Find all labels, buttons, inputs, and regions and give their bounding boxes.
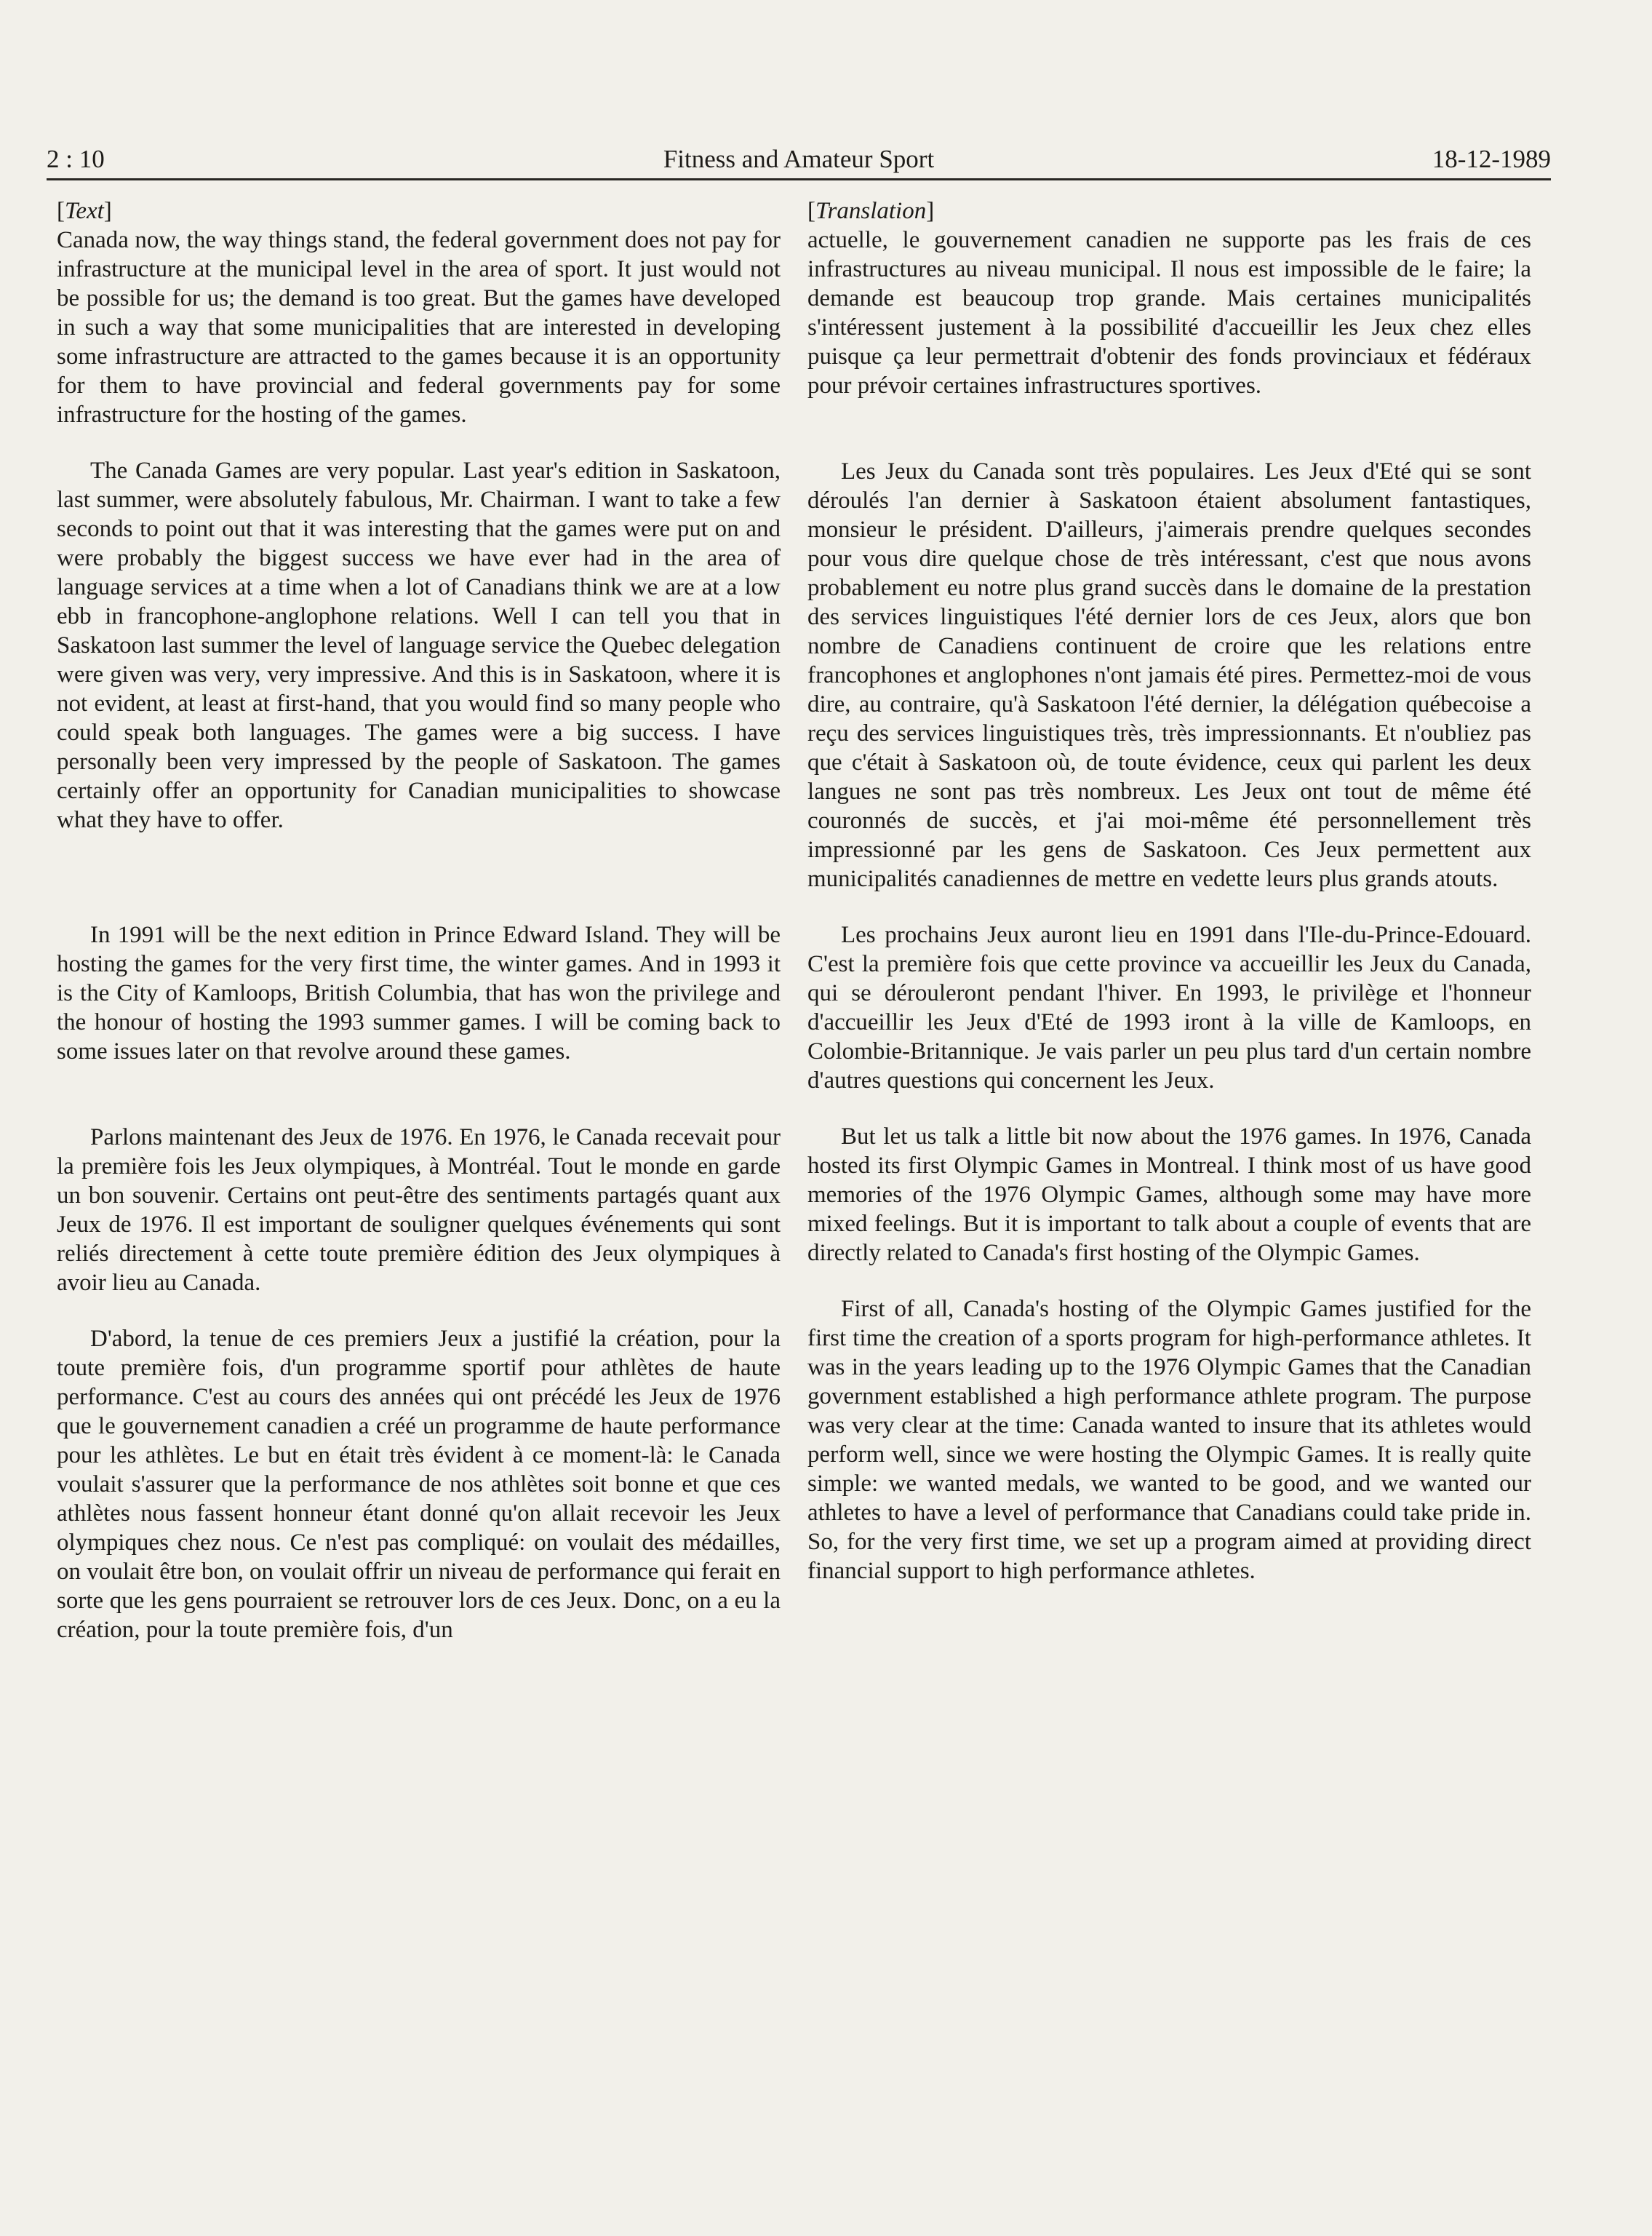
paragraph: First of all, Canada's hosting of the Olympic Games justified for the first time the creation of a sports program for high-performance athletes. It was in the years leading up to the 1976 Olympic Games that the Canadian government established a high performance athlete program. The purpose was very clear at the time: Canada wanted to insure that its athletes would perform well, since we were hosting the Olympic Games. It is really quite simple: we wanted medals, we wanted to be good, and we wanted our athletes to have a level of performance that Canadians could take pride in. So, for the very first time, we set up a program aimed at providing direct financial support to high performance athletes.: [807, 1296, 1531, 1584]
paragraph: But let us talk a little bit now about the 1976 games. In 1976, Canada hosted its first Olympic Games in Montreal. I think most of us have good memories of the 1976 Olympic Games, although some may have more mixed feelings. But it is important to talk about a couple of events that are directly related to Canada's first hosting of the Olympic Games.: [807, 1123, 1531, 1266]
paragraph: Canada now, the way things stand, the federal government does not pay for infrastructure at the municipal level in the area of sport. It just would not be possible for us; the demand is too great. But the games have developed in such a way that some municipalities that are interested in developing some infrastructure are attracted to the games because it is an opportunity for them to have provincial and federal governments pay for some infrastructure for the hosting of the games.: [57, 227, 781, 428]
left-column: [57, 191, 781, 1671]
translation-label: [Translation]: [807, 198, 935, 224]
text-label: [Text]: [57, 198, 112, 224]
paragraph: Les prochains Jeux auront lieu en 1991 dans l'Ile-du-Prince-Edouard. C'est la première fois que cette province va accueillir les Jeux du Canada, qui se dérouleront pendant l'hiver. En 1993, le privilège et l'honneur d'accueillir les Jeux d'Eté de 1993 iront à la ville de Kamloops, en Colombie-Britannique. Je vais parler un peu plus tard d'un certain nombre d'autres questions qui concernent les Jeux.: [807, 922, 1531, 1094]
page-title: Fitness and Amateur Sport: [663, 145, 935, 173]
paragraph: Parlons maintenant des Jeux de 1976. En 1976, le Canada recevait pour la première fois les Jeux olympiques, à Montréal. Tout le monde en garde un bon souvenir. Certains ont peut-être des sentiments partagés quant aux Jeux de 1976. Il est important de souligner quelques événements qui sont reliés directement à cette toute première édition des Jeux olympiques à avoir lieu au Canada.: [57, 1124, 781, 1296]
page-date: 18-12-1989: [1432, 145, 1551, 173]
paragraph: D'abord, la tenue de ces premiers Jeux a justifié la création, pour la toute première fois, d'un programme sportif pour athlètes de haute performance. C'est au cours des années qui ont précédé les Jeux de 1976 que le gouvernement canadien a créé un programme de haute performance pour les athlètes. Le but en était très évident à ce moment-là: le Canada voulait s'assurer que la performance de nos athlètes soit bonne et que ces athlètes nous fassent honneur étant donné qu'on allait recevoir les Jeux olympiques chez nous. Ce n'est pas compliqué: on voulait des médailles, on voulait être bon, on voulait offrir un niveau de performance qui ferait en sorte que les gens pourraient se retrouver lors de ces Jeux. Donc, on a eu la création, pour la toute première fois, d'un: [57, 1326, 781, 1643]
paragraph: actuelle, le gouvernement canadien ne supporte pas les frais de ces infrastructures au niveau municipal. Il nous est impossible de le faire; la demande est beaucoup trop grande. Mais certaines municipalités s'intéressent justement à la possibilité d'accueillir les Jeux chez elles puisque ça leur permettrait d'obtenir des fonds provinciaux et fédéraux pour prévoir certaines infrastructures sportives.: [807, 227, 1531, 399]
page-header: [47, 140, 1551, 180]
paragraph: In 1991 will be the next edition in Prince Edward Island. They will be hosting the games for the very first time, the winter games. And in 1993 it is the City of Kamloops, British Columbia, that has won the privilege and the honour of hosting the 1993 summer games. I will be coming back to some issues later on that revolve around these games.: [57, 922, 781, 1065]
right-column: [807, 191, 1531, 1612]
paragraph: The Canada Games are very popular. Last year's edition in Saskatoon, last summer, were absolutely fabulous, Mr. Chairman. I want to take a few seconds to point out that it was interesting that the games were put on and were probably the biggest success we have ever had in the area of language services at a time when a lot of Canadians think we are at a low ebb in francophone-anglophone relations. Well I can tell you that in Saskatoon last summer the level of language service the Quebec delegation were given was very, very impressive. And this is in Saskatoon, where it is not evident, at least at first-hand, that you would find so many people who could speak both languages. The games were a big success. I have personally been very impressed by the people of Saskatoon. The games certainly offer an opportunity for Canadian municipalities to showcase what they have to offer.: [57, 458, 781, 833]
page-number: 2 : 10: [47, 145, 105, 173]
paragraph: Les Jeux du Canada sont très populaires. Les Jeux d'Eté qui se sont déroulés l'an dernier à Saskatoon étaient absolument fantastiques, monsieur le président. D'ailleurs, j'aimerais prendre quelques secondes pour vous dire quelque chose de très intéressant, c'est que nous avons probablement eu notre plus grand succès dans le domaine de la prestation des services linguistiques l'été dernier lors de ces Jeux, alors que bon nombre de Canadiens continuent de croire que les relations entre francophones et anglophones n'ont jamais été pires. Permettez-moi de vous dire, au contraire, qu'à Saskatoon l'été dernier, la délégation québecoise a reçu des services linguistiques très, très impressionnants. Et n'oubliez pas que c'était à Saskatoon où, de toute évidence, ceux qui parlent les deux langues ne sont pas très nombreux. Les Jeux ont tout de même été couronnés de succès, et j'ai moi-même été personnellement très impressionné par les gens de Saskatoon. Ces Jeux permettent aux municipalités canadiennes de mettre en vedette leurs plus grands atouts.: [807, 458, 1531, 892]
